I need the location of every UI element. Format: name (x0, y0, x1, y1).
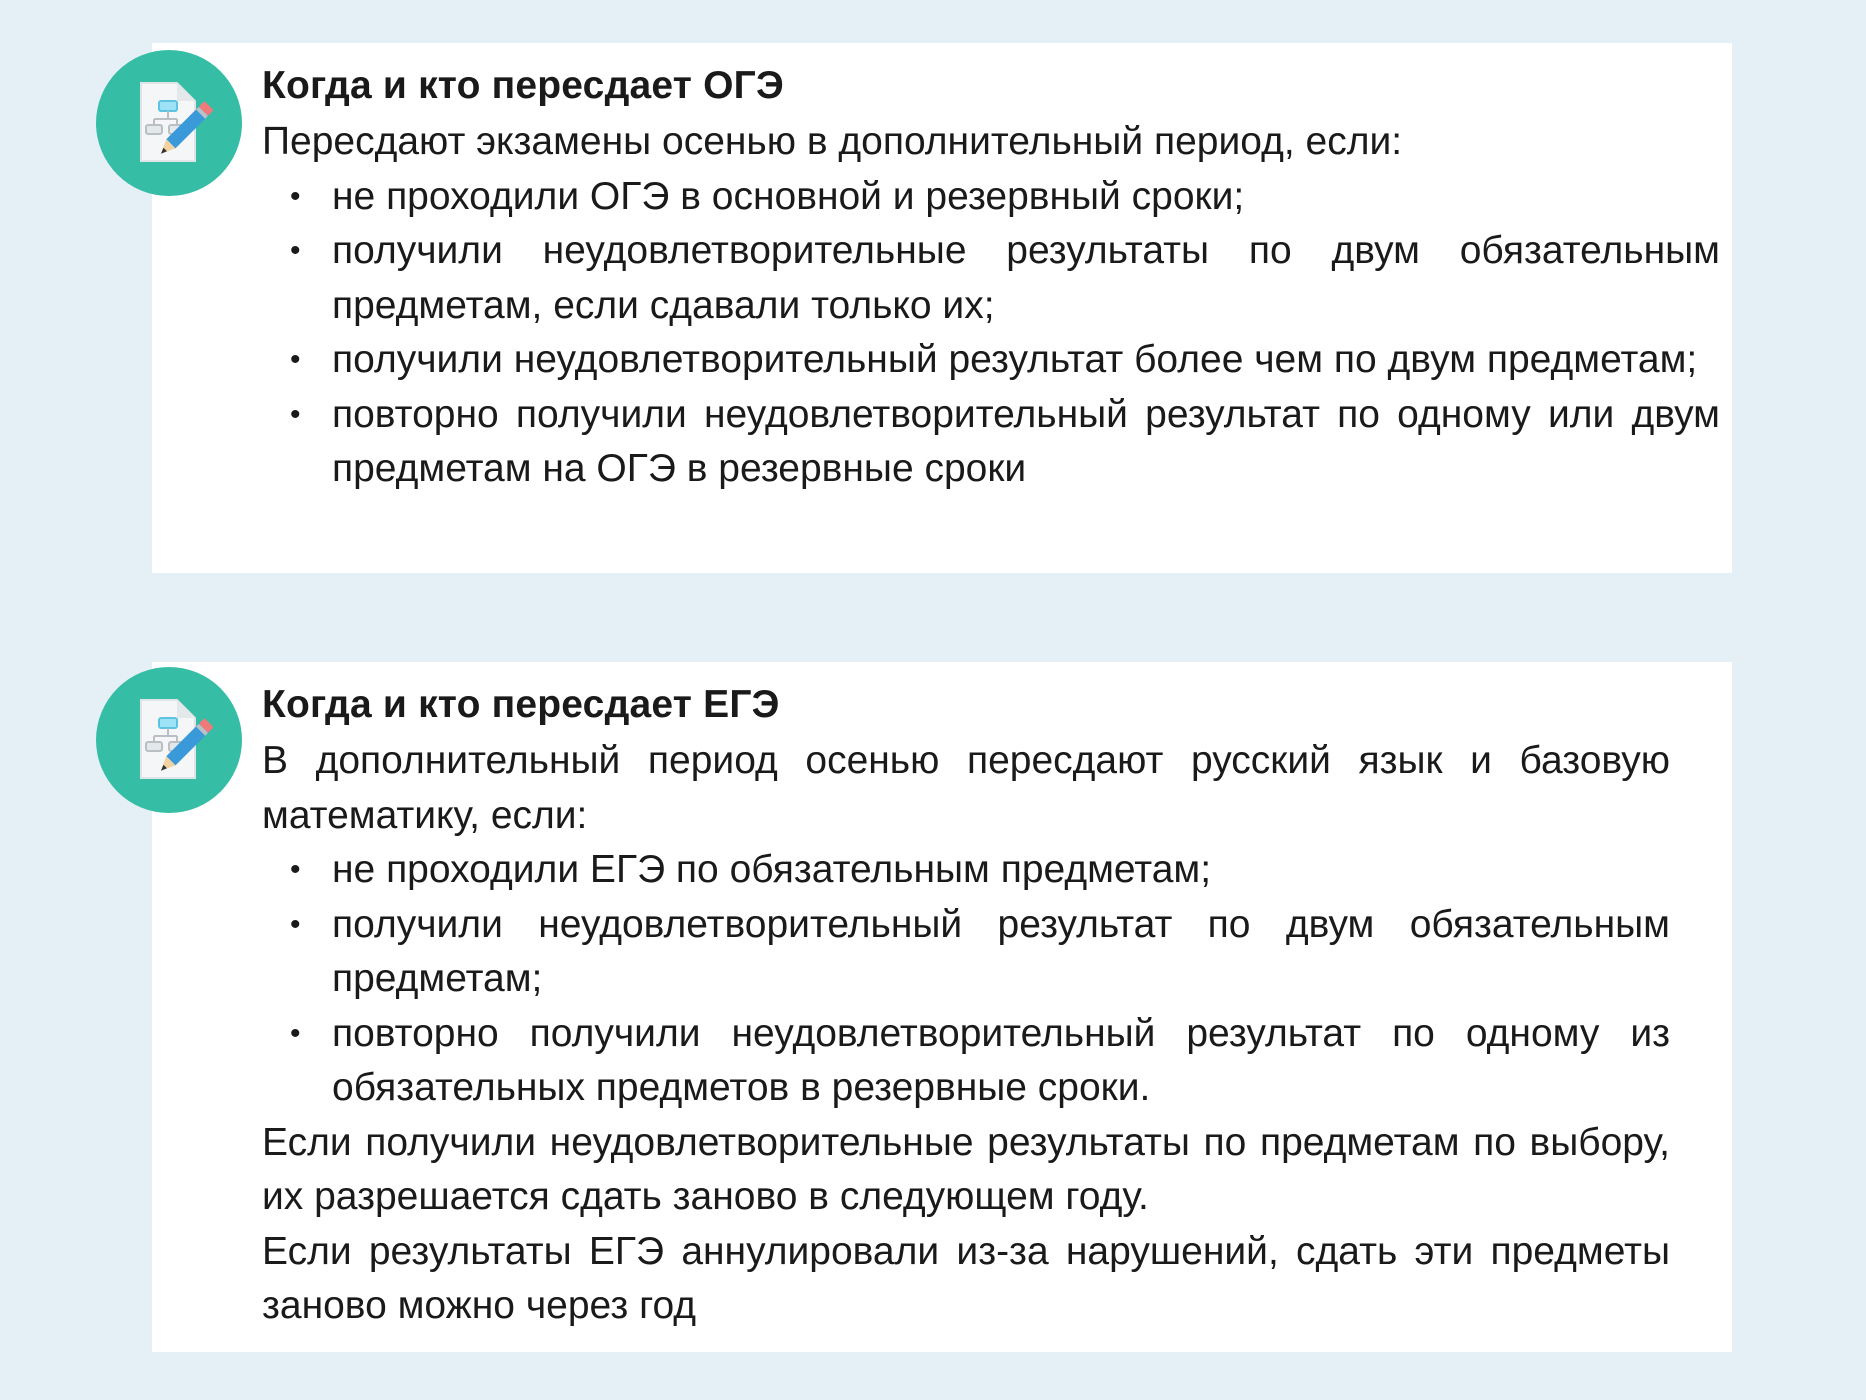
list-item-text: не проходили ОГЭ в основной и резервный сроки; (332, 174, 1245, 218)
document-diagram-pencil-icon (96, 667, 242, 813)
oge-card-intro: Пересдают экзамены осенью в дополнительный период, если: (262, 120, 1403, 163)
bullet-icon: • (290, 343, 301, 376)
ege-note-annulled: Если результаты ЕГЭ аннулировали из-за нарушений, сдать эти предметы заново можно через год (262, 1229, 1670, 1327)
list-item-text: получили неудовлетворительный результат более чем по двум предметам; (332, 338, 1698, 381)
list-item-text: не проходили ЕГЭ по обязательным предметам; (332, 848, 1212, 891)
list-item-text: повторно получили неудовлетворительный результат по одному или двум предметам на ОГЭ в резервные сроки (332, 392, 1720, 490)
list-item-text: получили неудовлетворительные результаты по двум обязательным предметам, если сдавали только их; (332, 229, 1720, 327)
list-item-text: повторно получили неудовлетворительный результат по одному из обязательных предметов в резервные сроки. (332, 1011, 1670, 1109)
list-item (262, 388, 1720, 497)
ege-card-intro: В дополнительный период осенью пересдают русский язык и базовую математику, если: (262, 739, 1670, 837)
list-item-text: получили неудовлетворительный результат по двум обязательным предметам; (332, 902, 1670, 1000)
bullet-icon: • (290, 234, 301, 267)
ege-info-card (152, 662, 1732, 1352)
bullet-icon: • (290, 907, 301, 941)
bullet-icon: • (290, 853, 301, 886)
list-item (262, 333, 1720, 388)
list-item (262, 898, 1670, 1007)
oge-conditions-list (262, 170, 1720, 497)
ege-card-content (262, 678, 1670, 1334)
oge-card-title: Когда и кто пересдает ОГЭ (262, 64, 784, 107)
ege-note-elective: Если получили неудовлетворительные результаты по предметам по выбору, их разрешается сдать заново в следующем году. (262, 1120, 1670, 1218)
bullet-icon: • (290, 179, 301, 213)
ege-conditions-list (262, 843, 1670, 1116)
oge-card-content (262, 59, 1720, 497)
bullet-icon: • (290, 1016, 301, 1050)
list-item (262, 224, 1720, 333)
list-item (262, 843, 1670, 898)
bullet-icon: • (290, 397, 301, 431)
oge-info-card (152, 43, 1732, 573)
document-diagram-pencil-icon (96, 50, 242, 196)
list-item (262, 170, 1720, 225)
ege-card-title: Когда и кто пересдает ЕГЭ (262, 683, 780, 726)
list-item (262, 1007, 1670, 1116)
